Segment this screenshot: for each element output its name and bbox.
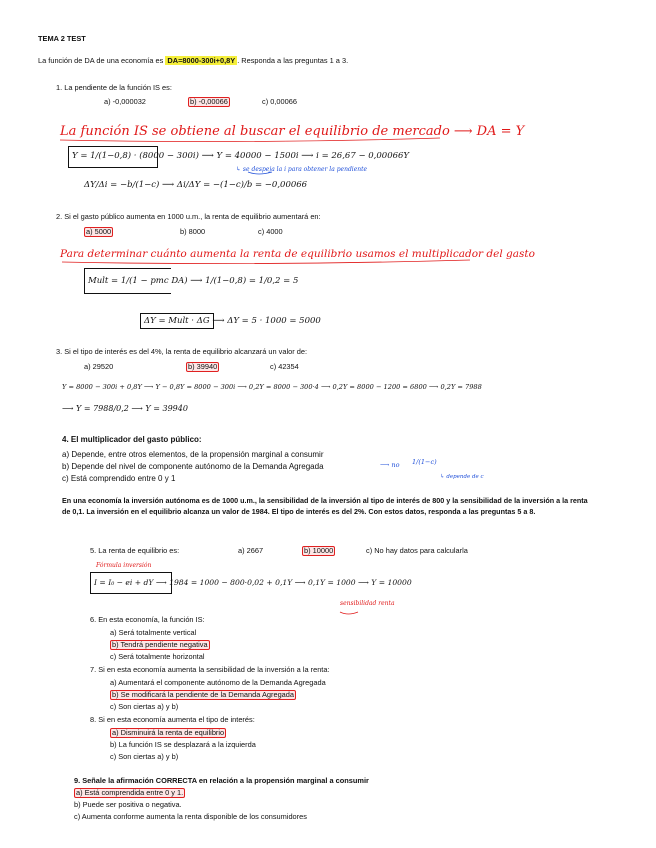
- q1-hw-equation-1: Y = 1/(1−0,8) · (8000 − 300i) ⟶ Y = 40000 − 1500i ⟶ i = 26,67 − 0,00066Y: [72, 151, 410, 161]
- intro-prefix: La función de DA de una economía es: [38, 56, 164, 65]
- q5-option-c: c) No hay datos para calcularla: [366, 546, 468, 555]
- q7-option-c: c) Son ciertas a) y b): [110, 702, 179, 711]
- q4-hw-fraction: 1/(1−c): [412, 458, 437, 466]
- q6-option-b-marked: b) Tendrá pendiente negativa: [112, 640, 208, 649]
- q9-option-a-marked: a) Está comprendida entre 0 y 1.: [76, 788, 184, 797]
- q7-option-a: a) Aumentará el componente autónomo de la Demanda Agregada: [110, 678, 326, 687]
- q8-stem: 8. Si en esta economía aumenta el tipo de interés:: [90, 715, 255, 724]
- q8-option-a-marked: a) Disminuirá la renta de equilibrio: [112, 728, 225, 737]
- q4-hw-note: ⟶ no: [380, 461, 400, 469]
- q4-option-a: a) Depende, entre otros elementos, de la propensión marginal a consumir: [62, 450, 324, 459]
- q5-hw-note: sensibilidad renta: [340, 600, 395, 607]
- q5-option-a: a) 2667: [238, 546, 264, 555]
- q1-option-b-marked: b) -0,00066: [190, 97, 228, 106]
- q5-red-curve: [340, 612, 358, 614]
- intro-formula: DA=8000-300i+0,8Y: [167, 56, 236, 65]
- q3-hw-line-1: Y = 8000 − 300i + 0,8Y ⟶ Y − 0,8Y = 8000 − 300i ⟶ 0,2Y = 8000 − 300·4 ⟶ 0,2Y = 8000 − 1200 = 6800 ⟶ 0,2Y = 7988: [62, 383, 482, 391]
- q6-stem: 6. En esta economía, la función IS:: [90, 615, 205, 624]
- q2-option-c: c) 4000: [258, 227, 283, 236]
- q4-stem: 4. El multiplicador del gasto público:: [62, 435, 202, 444]
- q7-option-b-marked: b) Se modificará la pendiente de la Demanda Agregada: [112, 690, 295, 699]
- q3-option-a: a) 29520: [84, 362, 114, 371]
- q4-option-b: b) Depende del nivel de componente autónomo de la Demanda Agregada: [62, 462, 324, 471]
- q9-option-c: c) Aumenta conforme aumenta la renta disponible de los consumidores: [74, 812, 307, 821]
- q1-hw-equation-2: ΔY/Δi = −b/(1−c) ⟶ Δi/ΔY = −(1−c)/b = −0,00066: [84, 180, 308, 190]
- q2-option-b: b) 8000: [180, 227, 206, 236]
- q4-hw-note-2: ↳ depende de c: [440, 474, 484, 480]
- intro-suffix: . Responda a las preguntas 1 a 3.: [237, 56, 349, 65]
- q6-option-a: a) Será totalmente vertical: [110, 628, 197, 637]
- q5-hw-label: Fórmula inversión: [96, 562, 152, 569]
- q2-red-underline: [62, 260, 470, 264]
- q1-handwritten-title: La función IS se obtiene al buscar el equilibrio de mercado ⟶ DA = Y: [60, 124, 525, 139]
- q2-handwritten-title: Para determinar cuánto aumenta la renta de equilibrio usamos el multiplicador del gasto: [60, 248, 535, 260]
- q3-hw-line-2: ⟶ Y = 7988/0,2 ⟶ Y = 39940: [62, 404, 188, 413]
- q5-hw-equation: I = I₀ − ei + dY ⟶ 1984 = 1000 − 800·0,02 + 0,1Y ⟶ 0,1Y = 1000 ⟶ Y = 10000: [94, 578, 412, 587]
- q1-option-c: c) 0,00066: [262, 97, 297, 106]
- q9-option-b: b) Puede ser positiva o negativa.: [74, 800, 182, 809]
- scenario-text: En una economía la inversión autónoma es de 1000 u.m., la sensibilidad de la inversión al tipo de interés de 800 y la sensibilidad de la inversión a la renta de 0,1. La inversión en el equilibrio alcanza un valor de 1984. El tipo de interés es del 2%. Con estos datos, responda a las preguntas 5 a 8.: [62, 496, 588, 516]
- q7-stem: 7. Si en esta economía aumenta la sensibilidad de la inversión a la renta:: [90, 665, 330, 674]
- q1-blue-curve: [248, 172, 272, 174]
- q9-stem: 9. Señale la afirmación CORRECTA en relación a la propensión marginal a consumir: [74, 776, 369, 785]
- q2-option-a-marked: a) 5000: [86, 227, 112, 236]
- q5-option-b-marked: b) 10000: [304, 546, 334, 555]
- q3-stem: 3. Si el tipo de interés es del 4%, la renta de equilibrio alcanzará un valor de:: [56, 347, 308, 356]
- q3-option-b-marked: b) 39940: [188, 362, 218, 371]
- q2-hw-equation-2: ΔY = Mult · ΔG ⟶ ΔY = 5 · 1000 = 5000: [144, 316, 321, 326]
- q3-option-c: c) 42354: [270, 362, 299, 371]
- q8-option-c: c) Son ciertas a) y b): [110, 752, 179, 761]
- q1-stem: 1. La pendiente de la función IS es:: [56, 83, 172, 92]
- q6-option-c: c) Será totalmente horizontal: [110, 652, 205, 661]
- q2-hw-equation-1: Mult = 1/(1 − pmc DA) ⟶ 1/(1−0,8) = 1/0,2 = 5: [88, 276, 299, 286]
- q5-stem: 5. La renta de equilibrio es:: [90, 546, 180, 555]
- q4-option-c: c) Está comprendido entre 0 y 1: [62, 474, 176, 483]
- q2-stem: 2. Si el gasto público aumenta en 1000 u.m., la renta de equilibrio aumentará en:: [56, 212, 321, 221]
- q1-hw-note: ↳ se despeja la i para obtener la pendiente: [236, 166, 368, 173]
- q1-red-underline: [60, 138, 440, 142]
- q1-option-a: a) -0,000032: [104, 97, 146, 106]
- page-title: TEMA 2 TEST: [38, 34, 86, 43]
- q8-option-b: b) La función IS se desplazará a la izquierda: [110, 740, 256, 749]
